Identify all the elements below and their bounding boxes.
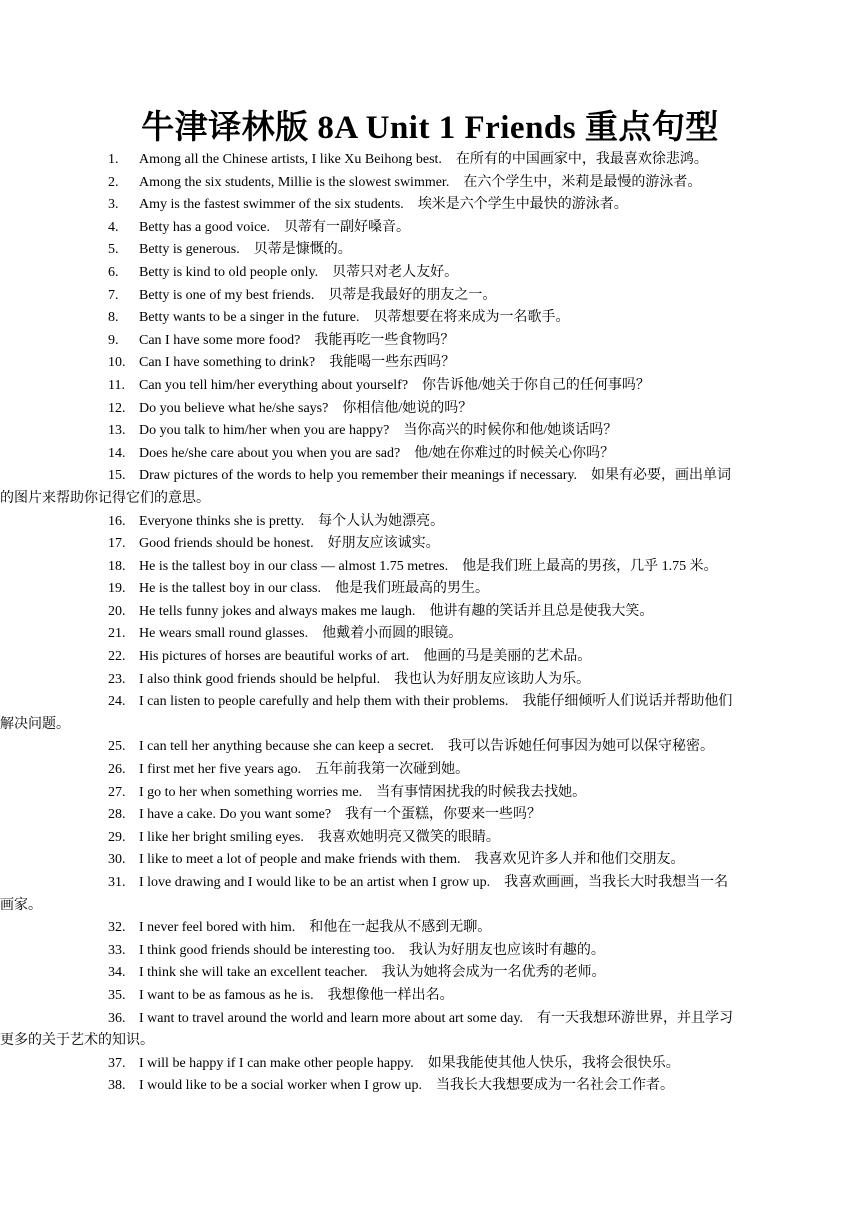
sentence-number: 22. [108, 649, 126, 665]
sentence-item [108, 782, 784, 805]
sentence-english: I can tell her anything because she can keep a secret. [139, 739, 435, 755]
sentence-english: Amy is the fastest swimmer of the six students. [139, 197, 404, 213]
sentence-item [108, 985, 784, 1008]
sentence-number: 29. [108, 829, 126, 845]
sentence-number: 2. [108, 174, 119, 190]
sentence-item [108, 443, 784, 466]
sentence-chinese: 我能仔细倾听人们说话并帮助他们 [522, 694, 733, 710]
sentence-english: Can I have some more food? [139, 332, 301, 348]
sentence-number: 15. [108, 468, 126, 484]
sentence-item [108, 601, 784, 624]
sentence-item [108, 962, 784, 985]
sentence-number: 34. [108, 965, 126, 981]
sentence-item [108, 330, 784, 353]
sentence-item [108, 691, 784, 714]
sentence-english: Can I have something to drink? [139, 355, 316, 371]
sentence-english: Does he/she care about you when you are sad? [139, 445, 401, 461]
sentence-english: He wears small round glasses. [139, 626, 309, 642]
sentence-english: He is the tallest boy in our class — almost 1.75 metres. [139, 558, 449, 574]
sentence-chinese: 贝蒂是我最好的朋友之一。 [328, 287, 497, 303]
sentence-item [108, 465, 784, 488]
sentence-chinese: 我可以告诉她任何事因为她可以保守秘密。 [448, 739, 715, 755]
sentence-chinese: 贝蒂想要在将来成为一名歌手。 [373, 310, 570, 326]
sentence-chinese: 贝蒂有一副好嗓音。 [284, 219, 411, 235]
sentence-chinese: 我喜欢画画，当我长大时我想当一名 [504, 875, 729, 890]
sentence-english: I think good friends should be interesting too. [139, 942, 395, 958]
sentence-number: 3. [108, 197, 119, 213]
sentence-item [108, 872, 784, 895]
sentence-item [108, 352, 784, 375]
sentence-item [108, 1053, 784, 1076]
sentence-english: I want to travel around the world and learn more about art some day. [139, 1010, 523, 1026]
sentence-number: 18. [108, 558, 126, 574]
sentence-english: Do you talk to him/her when you are happy? [139, 423, 390, 439]
sentence-item [108, 669, 784, 692]
sentence-number: 32. [108, 920, 126, 936]
sentence-english: Betty is generous. [139, 242, 240, 258]
sentence-item [108, 217, 784, 240]
sentence-chinese: 我能再吃一些食物吗？ [314, 332, 455, 348]
sentence-chinese: 每个人认为她漂亮。 [318, 513, 445, 529]
sentence-english: Betty wants to be a singer in the future. [139, 310, 360, 326]
sentence-item [108, 1075, 784, 1098]
sentence-english: I go to her when something worries me. [139, 784, 363, 800]
sentence-item [108, 827, 784, 850]
sentence-chinese-continued: 的图片来帮助你记得它们的意思。 [0, 490, 210, 506]
sentence-item [108, 194, 784, 217]
sentence-item [108, 375, 784, 398]
sentence-english: Draw pictures of the words to help you remember their meanings if necessary. [139, 468, 578, 484]
sentence-item [108, 1008, 784, 1031]
sentence-english: Among the six students, Millie is the slowest swimmer. [139, 174, 450, 190]
sentence-english: Betty is one of my best friends. [139, 287, 315, 303]
sentence-number: 12. [108, 400, 126, 416]
sentence-chinese: 当我长大我想要成为一名社会工作者。 [436, 1078, 675, 1094]
sentence-english: I will be happy if I can make other people happy. [139, 1055, 414, 1071]
sentence-english: Betty has a good voice. [139, 219, 271, 235]
sentence-english: He tells funny jokes and always makes me laugh. [139, 603, 416, 619]
sentence-number: 10. [108, 355, 126, 371]
sentence-english: I have a cake. Do you want some? [139, 807, 332, 823]
sentence-number: 7. [108, 287, 119, 303]
sentence-chinese: 你告诉他/她关于你自己的任何事吗？ [422, 377, 650, 393]
sentence-item [108, 804, 784, 827]
sentence-chinese: 他是我们班最高的男生。 [334, 581, 489, 597]
sentence-chinese: 我有一个蛋糕，你要来一些吗？ [345, 807, 542, 823]
sentence-number: 17. [108, 536, 126, 552]
sentence-item [108, 646, 784, 669]
sentence-english: Good friends should be honest. [139, 536, 314, 552]
sentence-number: 35. [108, 987, 126, 1003]
sentence-number: 36. [108, 1010, 126, 1026]
sentence-number: 6. [108, 264, 119, 280]
sentence-item [108, 398, 784, 421]
sentence-number: 33. [108, 942, 126, 958]
sentence-chinese: 在六个学生中，米莉是最慢的游泳者。 [463, 174, 702, 190]
sentence-item [108, 759, 784, 782]
sentence-chinese: 他是我们班上最高的男孩，几乎 1.75 米。 [462, 558, 718, 574]
sentence-english: I can listen to people carefully and help them with their problems. [139, 694, 509, 710]
sentence-number: 23. [108, 671, 126, 687]
sentence-english: Among all the Chinese artists, I like Xu Beihong best. [139, 152, 442, 167]
sentence-item [108, 556, 784, 579]
sentence-chinese-continued: 解决问题。 [0, 716, 70, 732]
sentence-chinese: 你相信他/她说的吗？ [342, 400, 473, 416]
sentence-chinese: 当你高兴的时候你和他/她谈话吗？ [403, 423, 618, 439]
sentence-item [108, 736, 784, 759]
sentence-english: He is the tallest boy in our class. [139, 581, 321, 597]
sentence-chinese: 有一天我想环游世界，并且学习 [536, 1010, 733, 1026]
sentence-number: 5. [108, 242, 119, 258]
sentence-item [108, 262, 784, 285]
sentence-chinese: 埃米是六个学生中最快的游泳者。 [417, 197, 628, 213]
sentence-chinese: 我认为她将会成为一名优秀的老师。 [381, 965, 606, 981]
sentence-number: 19. [108, 581, 126, 597]
sentence-chinese: 好朋友应该诚实。 [327, 536, 440, 552]
sentence-item [108, 849, 784, 872]
sentence-number: 20. [108, 603, 126, 619]
sentence-english: I also think good friends should be helpful. [139, 671, 381, 687]
sentence-item [108, 239, 784, 262]
sentence-number: 26. [108, 762, 126, 778]
sentence-number: 21. [108, 626, 126, 642]
sentence-item [108, 511, 784, 534]
sentence-chinese: 我也认为好朋友应该助人为乐。 [394, 671, 591, 687]
sentence-item [108, 420, 784, 443]
sentence-chinese: 我能喝一些东西吗？ [329, 355, 456, 371]
sentence-item [108, 940, 784, 963]
sentence-item [108, 307, 784, 330]
document-title: 牛津译林版 8A Unit 1 Friends 重点句型 [141, 110, 719, 146]
sentence-item [108, 917, 784, 940]
sentence-chinese: 我喜欢她明亮又微笑的眼睛。 [317, 829, 500, 845]
sentence-item [108, 285, 784, 308]
sentence-list [0, 149, 784, 1098]
sentence-chinese: 他戴着小而圆的眼镜。 [322, 626, 463, 642]
sentence-item [108, 578, 784, 601]
sentence-chinese: 贝蒂只对老人友好。 [332, 264, 459, 280]
sentence-number: 24. [108, 694, 126, 710]
sentence-number: 25. [108, 739, 126, 755]
sentence-number: 14. [108, 445, 126, 461]
sentence-chinese: 他/她在你难过的时候关心你吗？ [414, 445, 615, 461]
sentence-number: 4. [108, 219, 119, 235]
sentence-item [108, 533, 784, 556]
sentence-chinese: 和他在一起我从不感到无聊。 [309, 920, 492, 936]
sentence-english: I like to meet a lot of people and make friends with them. [139, 852, 461, 868]
sentence-item [108, 623, 784, 646]
sentence-chinese: 如果我能使其他人快乐，我将会很快乐。 [427, 1055, 680, 1071]
sentence-chinese: 当有事情困扰我的时候我去找她。 [376, 784, 587, 800]
sentence-english: I think she will take an excellent teacher. [139, 965, 368, 981]
sentence-number: 11. [108, 377, 125, 393]
sentence-english: Can you tell him/her everything about yourself? [139, 377, 409, 393]
sentence-chinese-continued: 画家。 [0, 897, 42, 913]
sentence-english: I never feel bored with him. [139, 920, 296, 936]
sentence-chinese: 我想像他一样出名。 [327, 987, 454, 1003]
sentence-number: 1. [108, 152, 119, 167]
sentence-english: I like her bright smiling eyes. [139, 829, 304, 845]
sentence-english: His pictures of horses are beautiful works of art. [139, 649, 410, 665]
sentence-chinese: 他讲有趣的笑话并且总是使我大笑。 [429, 603, 654, 619]
sentence-number: 28. [108, 807, 126, 823]
sentence-english: Betty is kind to old people only. [139, 264, 319, 280]
sentence-chinese: 他画的马是美丽的艺术品。 [423, 649, 592, 665]
sentence-english: Do you believe what he/she says? [139, 400, 329, 416]
sentence-english: I love drawing and I would like to be an artist when I grow up. [139, 875, 491, 890]
sentence-number: 16. [108, 513, 126, 529]
sentence-chinese: 五年前我第一次碰到她。 [315, 762, 470, 778]
sentence-chinese: 我喜欢见许多人并和他们交朋友。 [474, 852, 685, 868]
sentence-item [108, 172, 784, 195]
sentence-chinese: 在所有的中国画家中，我最喜欢徐悲鸿。 [455, 152, 708, 167]
sentence-number: 31. [108, 875, 126, 890]
sentence-number: 38. [108, 1078, 126, 1094]
sentence-item [108, 149, 784, 172]
sentence-chinese: 如果有必要，画出单词 [591, 468, 732, 484]
sentence-number: 9. [108, 332, 119, 348]
sentence-english: I would like to be a social worker when I grow up. [139, 1078, 423, 1094]
sentence-english: I want to be as famous as he is. [139, 987, 314, 1003]
sentence-chinese: 贝蒂是慷慨的。 [253, 242, 352, 258]
sentence-number: 13. [108, 423, 126, 439]
sentence-number: 30. [108, 852, 126, 868]
sentence-number: 37. [108, 1055, 126, 1071]
sentence-number: 8. [108, 310, 119, 326]
sentence-english: Everyone thinks she is pretty. [139, 513, 305, 529]
sentence-chinese-continued: 更多的关于艺术的知识。 [0, 1033, 154, 1049]
sentence-english: I first met her five years ago. [139, 762, 302, 778]
sentence-number: 27. [108, 784, 126, 800]
sentence-chinese: 我认为好朋友也应该时有趣的。 [408, 942, 605, 958]
